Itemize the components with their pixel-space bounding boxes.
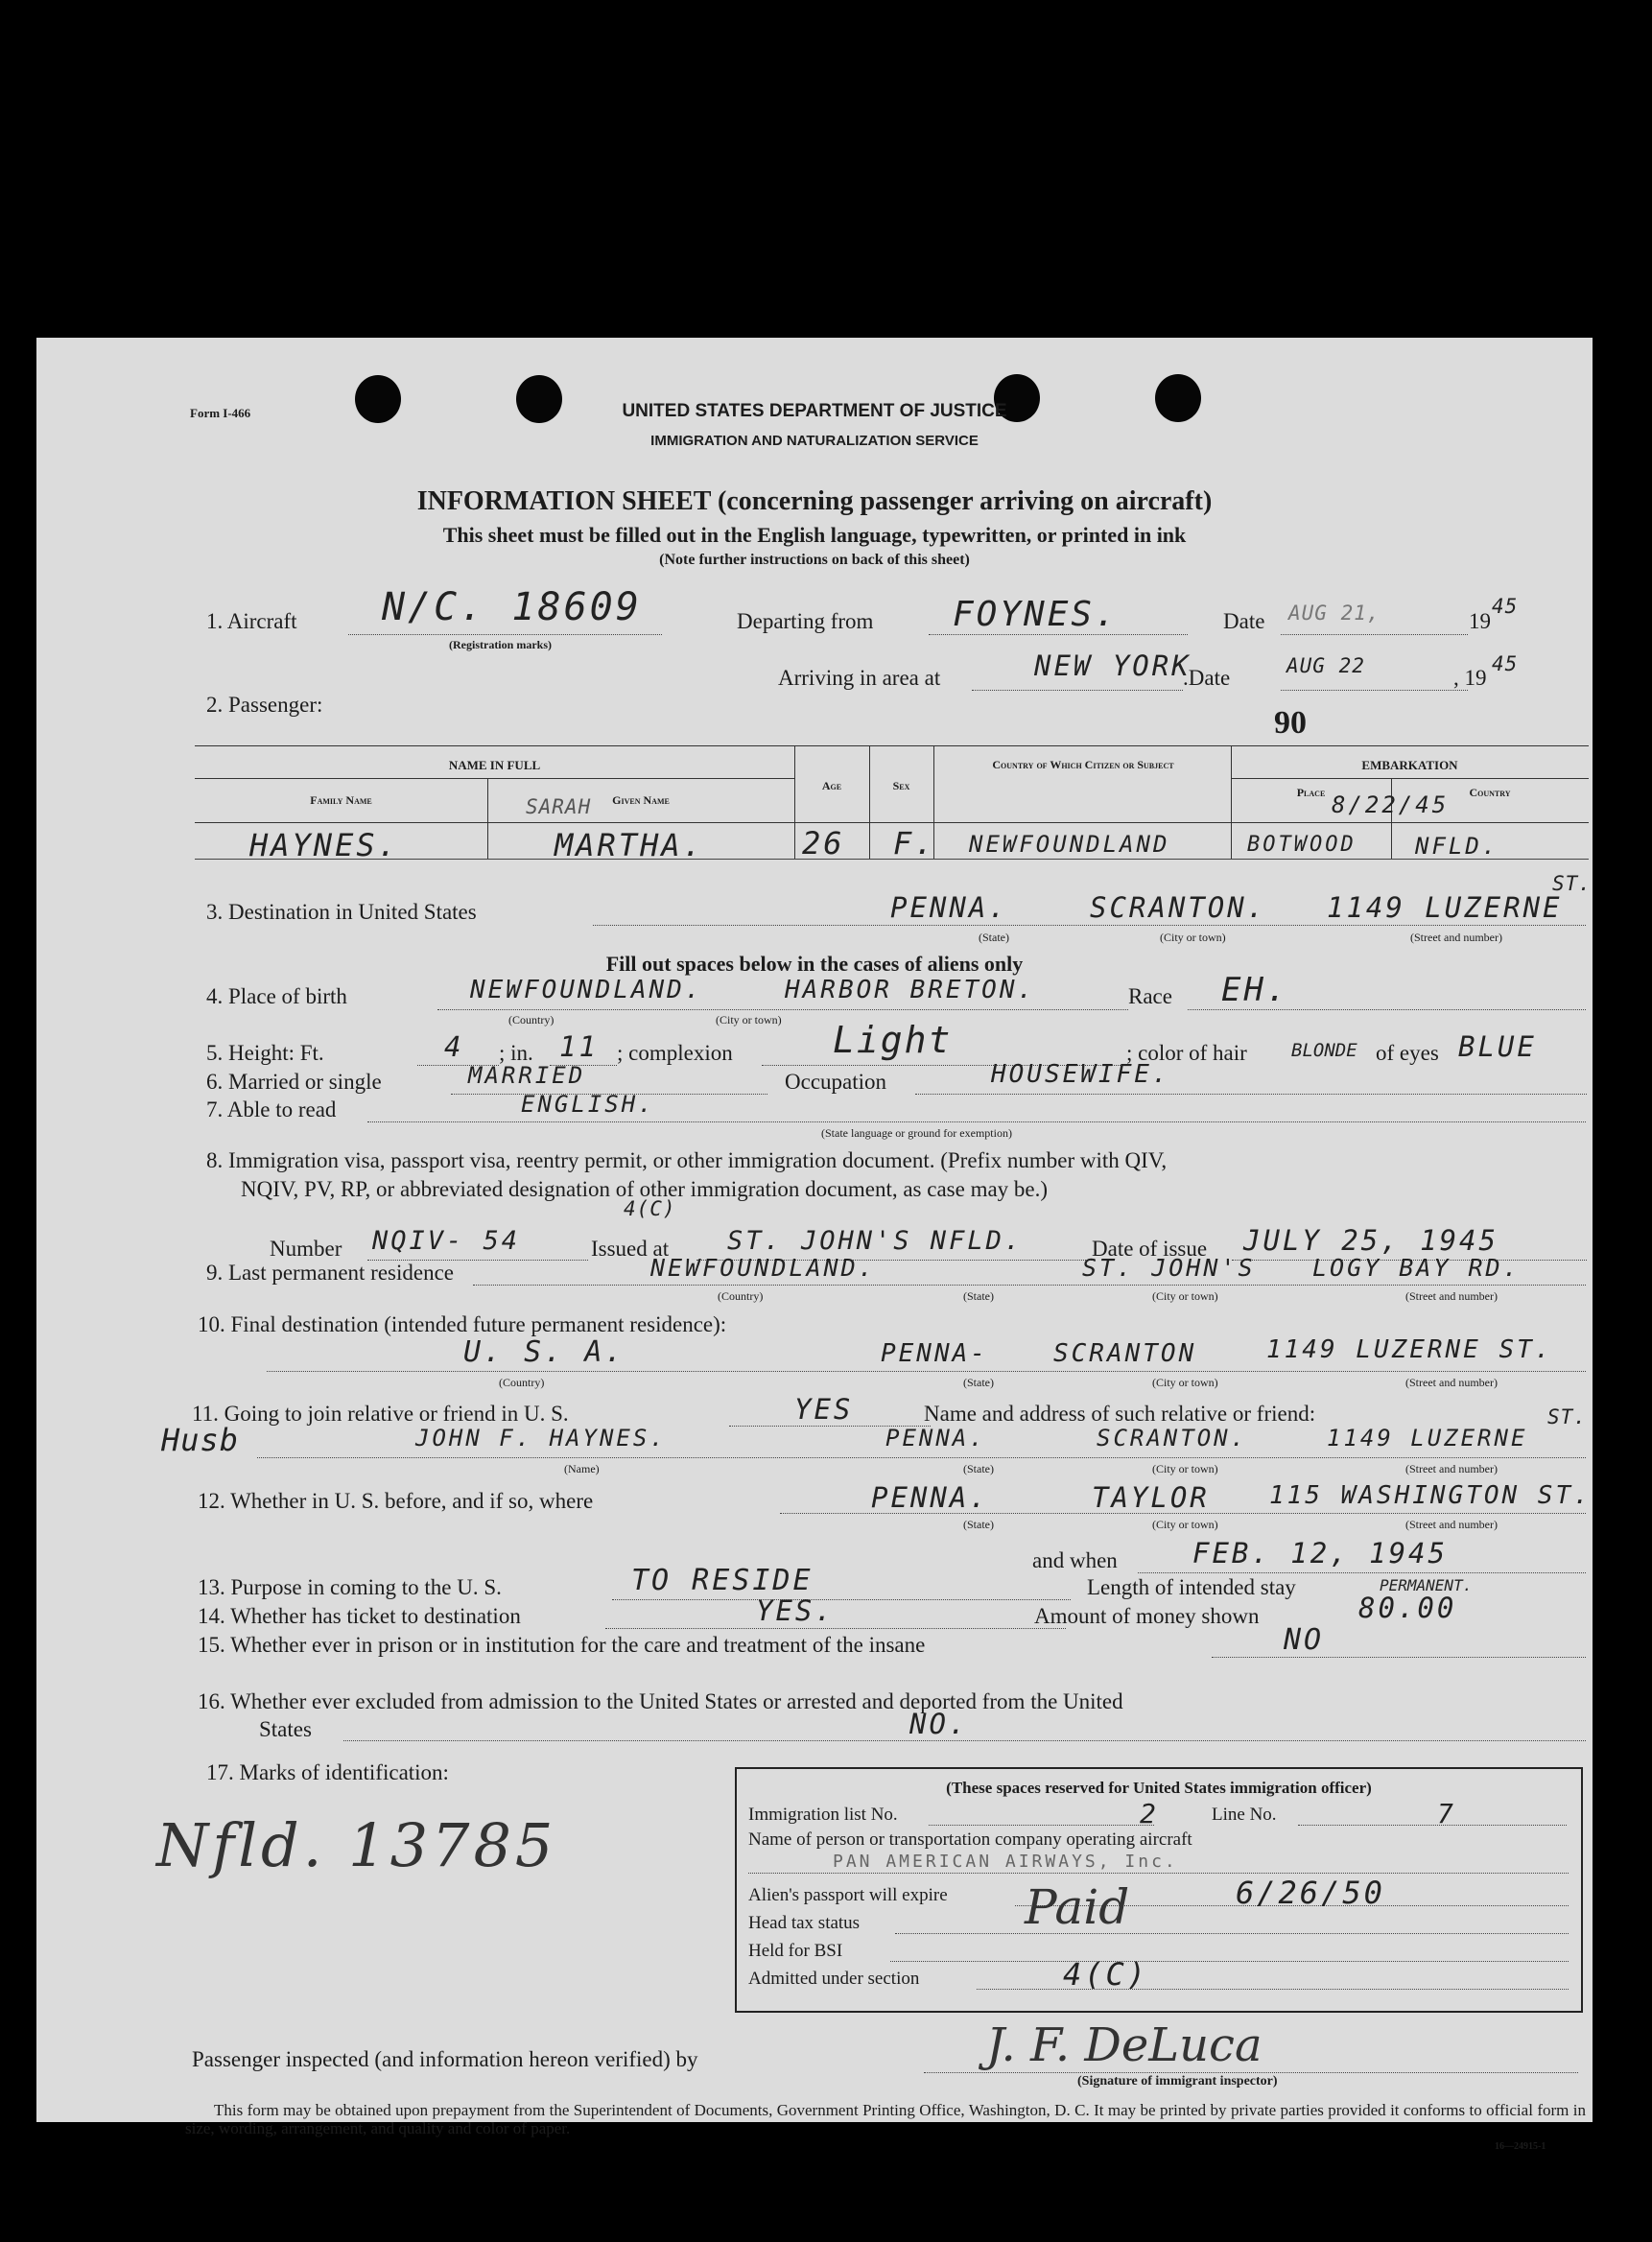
relative-street: 1149 LUZERNE bbox=[1327, 1425, 1528, 1451]
passport-label: Alien's passport will expire bbox=[748, 1885, 948, 1905]
embark-place: BOTWOOD bbox=[1247, 833, 1357, 857]
hair-label: ; color of hair bbox=[1126, 1041, 1247, 1065]
read-label: 7. Able to read bbox=[206, 1097, 337, 1121]
caption-street: (Street and number) bbox=[1405, 1462, 1498, 1475]
issue-date-label: Date of issue bbox=[1092, 1237, 1208, 1261]
departure-date: AUG 21, bbox=[1288, 602, 1381, 625]
race-value: EH. bbox=[1221, 971, 1289, 1009]
tax-value: Paid bbox=[1025, 1879, 1130, 1935]
col-embark-country: Country bbox=[1469, 786, 1511, 799]
service-name: IMMIGRATION AND NATURALIZATION SERVICE bbox=[650, 433, 979, 449]
embark-country: NFLD. bbox=[1415, 833, 1499, 860]
occupation-label: Occupation bbox=[785, 1070, 887, 1094]
stamp-number: 90 bbox=[1274, 705, 1307, 741]
marital-label: 6. Married or single bbox=[206, 1070, 382, 1094]
stay-label: Length of intended stay bbox=[1087, 1575, 1296, 1599]
caption-state: (State) bbox=[963, 1289, 994, 1303]
race-label: Race bbox=[1128, 984, 1172, 1008]
birth-label: 4. Place of birth bbox=[206, 984, 347, 1008]
form-number: Form I-466 bbox=[190, 406, 251, 420]
departure-year: 45 bbox=[1492, 595, 1519, 618]
department-name: UNITED STATES DEPARTMENT OF JUSTICE bbox=[622, 401, 1007, 421]
list-value: 2 bbox=[1140, 1798, 1157, 1829]
sex-value: F. bbox=[893, 825, 936, 861]
height-inches: 11 bbox=[559, 1030, 599, 1063]
purpose-value: TO RESIDE bbox=[631, 1564, 814, 1597]
document-line1: 8. Immigration visa, passport visa, reentry permit, or other immigration document. (Prefix number with QIV, bbox=[206, 1148, 1168, 1172]
col-sex: Sex bbox=[892, 779, 910, 792]
relative-name: JOHN F. HAYNES. bbox=[415, 1425, 667, 1451]
birth-country: NEWFOUNDLAND. bbox=[470, 976, 703, 1004]
money-label: Amount of money shown bbox=[1034, 1604, 1260, 1628]
identification-label: 17. Marks of identification: bbox=[206, 1760, 449, 1784]
destination-street: 1149 LUZERNE bbox=[1327, 891, 1563, 924]
arrival-date: AUG 22 bbox=[1286, 654, 1365, 677]
year2-prefix: , 19 bbox=[1453, 666, 1487, 690]
arriving-value: NEW YORK bbox=[1034, 649, 1192, 682]
previous-city: TAYLOR bbox=[1092, 1481, 1210, 1514]
departing-label: Departing from bbox=[737, 609, 874, 633]
eyes-label: of eyes bbox=[1376, 1041, 1439, 1065]
document-number: NQIV- 54 bbox=[372, 1226, 521, 1256]
caption-country: (Country) bbox=[499, 1376, 545, 1389]
residence-street: LOGY BAY RD. bbox=[1312, 1254, 1521, 1282]
margin-note: Husb bbox=[161, 1422, 240, 1458]
purpose-label: 13. Purpose in coming to the U. S. bbox=[198, 1575, 502, 1599]
final-destination-label: 10. Final destination (intended future permanent residence): bbox=[198, 1312, 727, 1336]
officer-heading: (These spaces reserved for United States immigration officer) bbox=[946, 1779, 1372, 1797]
when-label: and when bbox=[1032, 1548, 1118, 1572]
complexion-label: ; complexion bbox=[617, 1041, 733, 1065]
birth-city: HARBOR BRETON. bbox=[785, 976, 1036, 1004]
aircraft-value: N/C. 18609 bbox=[382, 585, 642, 629]
residence-country: NEWFOUNDLAND. bbox=[650, 1254, 876, 1282]
caption-city: (City or town) bbox=[1160, 931, 1226, 944]
issue-date: JULY 25, 1945 bbox=[1243, 1224, 1499, 1257]
excluded-line1: 16. Whether ever excluded from admission to the United States or arrested and deported from the United bbox=[198, 1689, 1123, 1713]
join-relative-label: 11. Going to join relative or friend in U. S. bbox=[192, 1402, 569, 1426]
final-city: SCRANTON bbox=[1053, 1339, 1197, 1368]
destination-city: SCRANTON. bbox=[1090, 891, 1267, 924]
embark-date: 8/22/45 bbox=[1332, 791, 1450, 818]
marital-value: MARRIED bbox=[468, 1062, 586, 1089]
prison-label: 15. Whether ever in prison or in institution for the care and treatment of the insane bbox=[198, 1633, 926, 1657]
departing-value: FOYNES. bbox=[953, 595, 1119, 634]
relative-street-suffix: ST. bbox=[1547, 1405, 1587, 1428]
relative-state: PENNA. bbox=[885, 1425, 986, 1451]
document-number-label: Number bbox=[270, 1237, 342, 1261]
complexion-value: Light bbox=[833, 1019, 953, 1061]
previous-state: PENNA. bbox=[871, 1481, 989, 1514]
col-name-in-full: NAME IN FULL bbox=[448, 758, 541, 772]
join-relative-value: YES bbox=[794, 1393, 854, 1426]
caption-state: (State) bbox=[979, 931, 1009, 944]
caption-street: (Street and number) bbox=[1405, 1518, 1498, 1531]
hair-value: BLONDE bbox=[1291, 1040, 1357, 1061]
money-value: 80.00 bbox=[1358, 1592, 1457, 1624]
registration-caption: (Registration marks) bbox=[449, 638, 552, 651]
issued-value: ST. JOHN'S NFLD. bbox=[727, 1226, 1024, 1256]
residence-label: 9. Last permanent residence bbox=[206, 1261, 454, 1285]
identification-value: Nfld. 13785 bbox=[156, 1810, 557, 1880]
final-country: U. S. A. bbox=[463, 1335, 625, 1369]
caption-name: (Name) bbox=[564, 1462, 600, 1475]
occupation-value: HOUSEWIFE. bbox=[991, 1060, 1170, 1089]
family-name: HAYNES. bbox=[249, 827, 399, 863]
signature-caption: (Signature of immigrant inspector) bbox=[1077, 2074, 1278, 2089]
page-title: INFORMATION SHEET (concerning passenger arriving on aircraft) bbox=[416, 486, 1213, 516]
excluded-value: NO. bbox=[909, 1708, 969, 1740]
caption-street: (Street and number) bbox=[1405, 1289, 1498, 1303]
document-note: 4(C) bbox=[624, 1197, 676, 1220]
caption-state: (State) bbox=[963, 1462, 994, 1475]
passport-value: 6/26/50 bbox=[1236, 1875, 1385, 1911]
relative-city: SCRANTON. bbox=[1097, 1425, 1248, 1451]
inspector-signature: J. F. DeLuca bbox=[986, 2018, 1263, 2072]
caption-street: (Street and number) bbox=[1405, 1376, 1498, 1389]
col-country: Country of Which Citizen or Subject bbox=[992, 758, 1174, 771]
read-caption: (State language or ground for exemption) bbox=[821, 1126, 1012, 1140]
col-family-name: Family Name bbox=[310, 793, 372, 807]
caption-state: (State) bbox=[963, 1376, 994, 1389]
footer-text: This form may be obtained upon prepayment from the Superintendent of Documents, Government Printing Office, Washington, D. C. It may be printed by private parties provided it conforms to official form in size, wording, arrangement, and quality and color of paper. bbox=[185, 2101, 1586, 2137]
col-place: Place bbox=[1296, 786, 1326, 799]
inches-label: ; in. bbox=[499, 1041, 533, 1065]
col-embarkation: EMBARKATION bbox=[1361, 758, 1458, 772]
citizenship-value: NEWFOUNDLAND bbox=[969, 831, 1170, 858]
age-value: 26 bbox=[802, 825, 845, 861]
year-prefix: 19 bbox=[1469, 609, 1491, 633]
previous-street: 115 WASHINGTON ST. bbox=[1269, 1481, 1592, 1510]
given-name: MARTHA. bbox=[555, 827, 704, 863]
height-feet: 4 bbox=[444, 1030, 464, 1063]
excluded-line2: States bbox=[259, 1717, 312, 1741]
stay-value: PERMANENT. bbox=[1380, 1576, 1473, 1594]
passenger-label: 2. Passenger: bbox=[206, 693, 323, 717]
destination-street-suffix: ST. bbox=[1552, 872, 1592, 895]
inspected-label: Passenger inspected (and information hereon verified) by bbox=[192, 2047, 698, 2071]
col-age: Age bbox=[821, 779, 842, 792]
officer-box bbox=[735, 1767, 1583, 2013]
relative-label: Name and address of such relative or friend: bbox=[924, 1402, 1316, 1426]
caption-city: (City or town) bbox=[1152, 1462, 1218, 1475]
previous-visit-label: 12. Whether in U. S. before, and if so, where bbox=[198, 1489, 594, 1513]
destination-state: PENNA. bbox=[890, 891, 1008, 924]
caption-country: (Country) bbox=[718, 1289, 764, 1303]
ticket-label: 14. Whether has ticket to destination bbox=[198, 1604, 521, 1628]
line-value: 7 bbox=[1437, 1798, 1454, 1829]
destination-label: 3. Destination in United States bbox=[206, 900, 477, 924]
ticket-value: YES. bbox=[756, 1594, 835, 1627]
arrival-year: 45 bbox=[1492, 652, 1519, 675]
form-sheet bbox=[36, 338, 1593, 2152]
col-given-name: Given Name bbox=[612, 793, 670, 807]
residence-city: ST. JOHN'S bbox=[1082, 1254, 1256, 1282]
final-street: 1149 LUZERNE ST. bbox=[1266, 1335, 1553, 1364]
caption-city: (City or town) bbox=[716, 1013, 782, 1027]
footer-code: 16—24915-1 bbox=[1495, 2141, 1546, 2152]
caption-city: (City or town) bbox=[1152, 1376, 1218, 1389]
caption-city: (City or town) bbox=[1152, 1289, 1218, 1303]
eyes-value: BLUE bbox=[1458, 1030, 1537, 1063]
given-name-above: SARAH bbox=[526, 795, 592, 818]
instruction: This sheet must be filled out in the English language, typewritten, or printed in ink bbox=[442, 523, 1187, 547]
bsi-label: Held for BSI bbox=[748, 1941, 843, 1961]
prison-value: NO bbox=[1284, 1623, 1325, 1657]
aircraft-label: 1. Aircraft bbox=[206, 609, 297, 633]
date2-label: .Date bbox=[1183, 666, 1231, 690]
arriving-label: Arriving in area at bbox=[778, 666, 941, 690]
aliens-heading: Fill out spaces below in the cases of aliens only bbox=[605, 952, 1024, 976]
line-label: Line No. bbox=[1212, 1805, 1277, 1825]
carrier-value: PAN AMERICAN AIRWAYS, Inc. bbox=[833, 1852, 1178, 1872]
final-state: PENNA- bbox=[881, 1339, 988, 1368]
caption-city: (City or town) bbox=[1152, 1518, 1218, 1531]
tax-label: Head tax status bbox=[748, 1913, 861, 1933]
note: (Note further instructions on back of this sheet) bbox=[659, 552, 970, 568]
list-label: Immigration list No. bbox=[748, 1805, 898, 1825]
issued-label: Issued at bbox=[591, 1237, 670, 1261]
document-line2: NQIV, PV, RP, or abbreviated designation of other immigration document, as case may be.) bbox=[241, 1177, 1049, 1201]
caption-street: (Street and number) bbox=[1410, 931, 1502, 944]
section-value: 4(C) bbox=[1063, 1956, 1149, 1993]
caption-country: (Country) bbox=[508, 1013, 555, 1027]
carrier-label: Name of person or transportation company operating aircraft bbox=[748, 1829, 1192, 1850]
caption-state: (State) bbox=[963, 1518, 994, 1531]
date-label: Date bbox=[1223, 609, 1265, 633]
height-label: 5. Height: Ft. bbox=[206, 1041, 324, 1065]
previous-when: FEB. 12, 1945 bbox=[1192, 1537, 1448, 1569]
section-label: Admitted under section bbox=[748, 1969, 920, 1989]
read-value: ENGLISH. bbox=[521, 1091, 655, 1118]
